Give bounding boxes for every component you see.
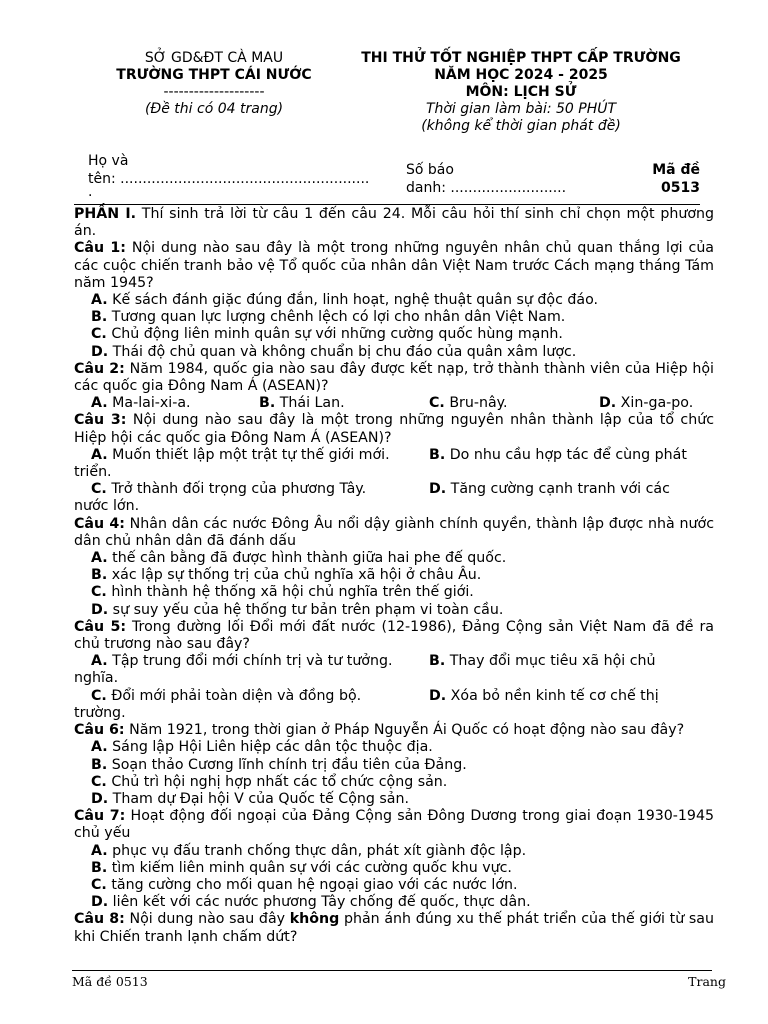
option-letter: B. xyxy=(91,859,108,876)
option-b xyxy=(429,653,714,670)
question-label: Câu 5: xyxy=(74,618,127,635)
exam-code-box xyxy=(620,161,700,197)
option-letter: C. xyxy=(91,876,107,893)
option-letter: A. xyxy=(91,446,108,463)
option-letter: D. xyxy=(91,343,109,360)
school-name: TRƯỜNG THPT CÁI NƯỚC xyxy=(116,67,312,83)
question-text: Nhân dân các nước Đông Âu nổi dậy giành chính quyền, thành lập được nhà nước dân chủ nhân dân đã đánh dấu xyxy=(74,515,714,549)
question-label: Câu 3: xyxy=(74,412,127,429)
option-text: Trở thành đối trọng của phương Tây. xyxy=(106,481,367,498)
option-a xyxy=(91,447,429,464)
option-a xyxy=(74,843,714,860)
question-4 xyxy=(74,516,714,550)
option-b xyxy=(74,309,714,326)
option-letter: D. xyxy=(599,395,617,412)
option-c xyxy=(429,395,599,412)
sbd-label-2: danh: .......................... xyxy=(406,180,567,196)
question-label: Câu 8: xyxy=(74,911,125,928)
exam-code-label: Mã đề xyxy=(652,162,700,178)
footer-rule xyxy=(72,970,712,971)
candidate-number-field xyxy=(406,161,606,197)
exam-body xyxy=(74,206,714,946)
option-text: Sáng lập Hội Liên hiệp các dân tộc thuộc địa. xyxy=(107,739,433,756)
option-b-wrap: nghĩa. xyxy=(74,670,119,687)
question-label: Câu 6: xyxy=(74,722,125,739)
option-b xyxy=(429,447,714,464)
question-text: Nội dung nào sau đây xyxy=(124,911,290,928)
option-letter: B. xyxy=(91,756,108,773)
option-letter: A. xyxy=(91,653,108,670)
option-text: phục vụ đấu tranh chống thực dân, phát xít giành độc lập. xyxy=(107,842,527,859)
option-text: Thái độ chủ quan và không chuẩn bị chu đáo của quân xâm lược. xyxy=(108,343,577,360)
option-letter: B. xyxy=(429,446,446,463)
options-row xyxy=(74,447,714,464)
footer-page: Trang xyxy=(688,974,726,989)
exam-time-note: (không kể thời gian phát đề) xyxy=(421,118,621,134)
option-b xyxy=(74,567,714,584)
option-text: Do nhu cầu hợp tác để cùng phát xyxy=(445,446,687,463)
question-text: Năm 1921, trong thời gian ở Pháp Nguyễn Ái Quốc có hoạt động nào sau đây? xyxy=(124,722,685,739)
question-7 xyxy=(74,808,714,842)
option-text: tìm kiếm liên minh quân sự với các cường quốc khu vực. xyxy=(107,859,512,876)
option-b xyxy=(259,395,429,412)
option-d xyxy=(74,602,714,619)
subject: MÔN: LỊCH SỬ xyxy=(465,84,577,100)
question-text: Hoạt động đối ngoại của Đảng Cộng sản Đông Dương trong giai đoạn 1930-1945 chủ yếu xyxy=(74,808,715,842)
option-d xyxy=(599,395,709,412)
option-c xyxy=(91,688,429,705)
question-text: Nội dung nào sau đây là một trong những nguyên nhân chủ quan thắng lợi của các cuộc chiến tranh bảo vệ Tổ quốc của nhân dân Việt Nam trước Cách mạng tháng Tám năm 1945? xyxy=(74,240,715,291)
option-text: Tương quan lực lượng chênh lệch có lợi cho nhân dân Việt Nam. xyxy=(107,309,566,326)
option-c xyxy=(91,481,429,498)
pages-note: (Đề thi có 04 trang) xyxy=(144,101,284,117)
option-d xyxy=(74,344,714,361)
option-text: sự suy yếu của hệ thống tư bản trên phạm vi toàn cầu. xyxy=(108,601,504,618)
option-c xyxy=(74,877,714,894)
exam-header xyxy=(336,50,706,135)
option-text: Muốn thiết lập một trật tự thế giới mới. xyxy=(107,446,390,463)
candidate-name-field xyxy=(88,152,388,200)
header-divider: -------------------- xyxy=(163,84,265,100)
option-letter: B. xyxy=(259,395,276,412)
option-text: hình thành hệ thống xã hội chủ nghĩa trên thế giới. xyxy=(106,584,474,601)
question-3 xyxy=(74,412,714,446)
exam-title: THI THỬ TỐT NGHIỆP THPT CẤP TRƯỜNG xyxy=(361,50,681,66)
options-row xyxy=(74,481,714,498)
part-instruction xyxy=(74,206,714,240)
option-text: Tham dự Đại hội V của Quốc tế Cộng sản. xyxy=(108,790,409,807)
option-d xyxy=(429,481,714,498)
option-letter: B. xyxy=(91,567,108,584)
school-year: NĂM HỌC 2024 - 2025 xyxy=(434,67,608,83)
question-text: Trong đường lối Đổi mới đất nước (12-1986), Đảng Cộng sản Việt Nam đã đề ra chủ trương nào sau đây? xyxy=(74,618,714,653)
option-text: liên kết với các nước phương Tây chống đế quốc, thực dân. xyxy=(108,894,531,911)
option-b-wrap: triển. xyxy=(74,464,112,481)
options-row xyxy=(74,395,714,412)
option-letter: A. xyxy=(91,395,108,412)
option-letter: D. xyxy=(91,601,109,618)
option-text: Thay đổi mục tiêu xã hội chủ xyxy=(445,653,656,670)
option-letter: D. xyxy=(91,894,109,911)
option-text: xác lập sự thống trị của chủ nghĩa xã hội ở châu Âu. xyxy=(107,567,482,584)
sbd-label-1: Số báo xyxy=(406,162,454,178)
department-name: SỞ GD&ĐT CÀ MAU xyxy=(144,50,284,66)
footer-exam-code: Mã đề 0513 xyxy=(72,974,148,989)
option-text: tăng cường cho mối quan hệ ngoại giao với các nước lớn. xyxy=(106,876,518,893)
option-d xyxy=(429,688,714,705)
option-letter: C. xyxy=(91,773,107,790)
option-letter: B. xyxy=(91,309,108,326)
option-letter: C. xyxy=(91,481,107,498)
option-d xyxy=(74,791,714,808)
name-label-3: . xyxy=(88,184,93,200)
header-rule xyxy=(74,204,700,205)
options-row xyxy=(74,688,714,705)
part-label: PHẦN I. xyxy=(74,206,137,222)
question-label: Câu 2: xyxy=(74,360,125,377)
question-text: Nội dung nào sau đây là một trong những nguyên nhân thành lập của tổ chức Hiệp hội các quốc gia Đông Nam Á (ASEAN)? xyxy=(74,412,714,446)
option-a xyxy=(74,550,714,567)
option-letter: C. xyxy=(91,584,107,601)
option-letter: D. xyxy=(429,481,447,498)
option-c xyxy=(74,774,714,791)
option-a xyxy=(74,739,714,756)
option-c xyxy=(74,326,714,343)
option-text: Kế sách đánh giặc đúng đắn, linh hoạt, nghệ thuật quân sự độc đáo. xyxy=(107,292,599,309)
option-text: Tập trung đổi mới chính trị và tư tưởng. xyxy=(107,653,393,670)
option-d xyxy=(74,894,714,911)
option-letter: A. xyxy=(91,550,108,567)
option-letter: A. xyxy=(91,739,108,756)
option-text: Xin-ga-po. xyxy=(616,395,694,412)
option-c xyxy=(74,584,714,601)
options-row xyxy=(74,653,714,670)
option-letter: A. xyxy=(91,842,108,859)
question-5 xyxy=(74,619,714,653)
option-text: Chủ động liên minh quân sự với những cường quốc hùng mạnh. xyxy=(106,326,563,343)
option-b xyxy=(74,757,714,774)
school-header xyxy=(104,50,324,118)
question-text: Năm 1984, quốc gia nào sau đây được kết nạp, trở thành thành viên của Hiệp hội các quốc gia Đông Nam Á (ASEAN)? xyxy=(74,360,714,395)
option-b xyxy=(74,860,714,877)
option-text: Tăng cường cạnh tranh với các xyxy=(446,481,670,498)
question-text: phản ánh đúng xu thế phát triển của thế giới từ sau khi Chiến tranh lạnh chấm dứt? xyxy=(74,911,714,945)
option-d-wrap: nước lớn. xyxy=(74,498,140,515)
exam-code-value: 0513 xyxy=(661,180,700,196)
option-text: Thái Lan. xyxy=(275,395,345,412)
name-label-2: tên: ........................................................ xyxy=(88,171,370,187)
name-label-1: Họ và xyxy=(88,153,129,169)
option-text: Ma-lai-xi-a. xyxy=(107,395,191,412)
option-letter: C. xyxy=(91,326,107,343)
exam-time: Thời gian làm bài: 50 PHÚT xyxy=(425,101,617,117)
option-text: Đổi mới phải toàn diện và đồng bộ. xyxy=(106,687,362,704)
question-8 xyxy=(74,911,714,945)
option-a xyxy=(74,292,714,309)
option-a xyxy=(91,653,429,670)
question-6 xyxy=(74,722,714,739)
question-label: Câu 1: xyxy=(74,240,126,257)
question-2 xyxy=(74,361,714,395)
question-emphasis: không xyxy=(289,911,340,928)
option-letter: D. xyxy=(429,687,447,704)
option-letter: A. xyxy=(91,292,108,309)
option-text: thế cân bằng đã được hình thành giữa hai phe đế quốc. xyxy=(107,550,507,567)
question-1 xyxy=(74,240,714,292)
option-text: Soạn thảo Cương lĩnh chính trị đầu tiên của Đảng. xyxy=(107,756,467,773)
option-letter: B. xyxy=(429,653,446,670)
part-text: Thí sinh trả lời từ câu 1 đến câu 24. Mỗi câu hỏi thí sinh chỉ chọn một phương án. xyxy=(74,206,715,240)
option-letter: D. xyxy=(91,790,109,807)
option-text: Bru-nây. xyxy=(444,395,508,412)
option-text: Chủ trì hội nghị hợp nhất các tổ chức cộng sản. xyxy=(106,773,448,790)
question-label: Câu 4: xyxy=(74,515,125,532)
question-label: Câu 7: xyxy=(74,808,126,825)
option-a xyxy=(91,395,259,412)
option-letter: C. xyxy=(429,395,445,412)
option-letter: C. xyxy=(91,687,107,704)
option-d-wrap: trường. xyxy=(74,704,126,721)
option-text: Xóa bỏ nền kinh tế cơ chế thị xyxy=(446,687,659,704)
